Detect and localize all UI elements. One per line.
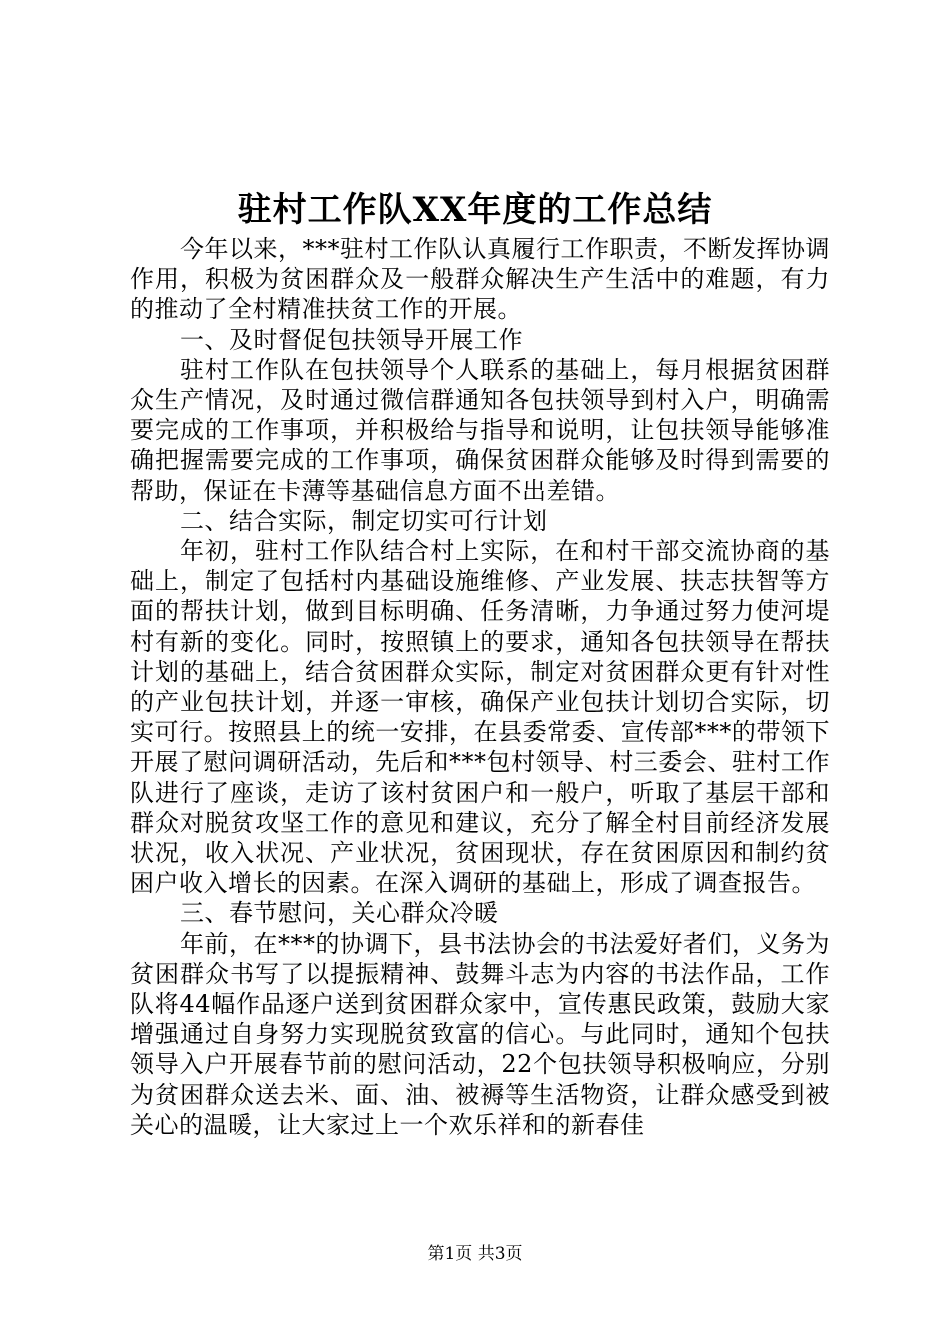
- intro-paragraph: 今年以来，***驻村工作队认真履行工作职责，不断发挥协调作用，积极为贫困群众及一般群众解决生产生活中的难题，有力的推动了全村精准扶贫工作的开展。: [130, 235, 830, 324]
- section-paragraph-1: 驻村工作队在包扶领导个人联系的基础上，每月根据贫困群众生产情况，及时通过微信群通知各包扶领导到村入户，明确需要完成的工作事项，并积极给与指导和说明，让包扶领导能够准确把握需要完成的工作事项，确保贫困群众能够及时得到需要的帮助，保证在卡薄等基础信息方面不出差错。: [130, 355, 830, 505]
- document-body: [130, 234, 830, 1140]
- section-heading-1: 一、及时督促包扶领导开展工作: [180, 325, 523, 354]
- document-title: 驻村工作队XX年度的工作总结: [237, 190, 713, 230]
- page-footer: 第1页 共3页: [427, 1244, 523, 1264]
- section-paragraph-2: 年初，驻村工作队结合村上实际，在和村干部交流协商的基础上，制定了包括村内基础设施维修、产业发展、扶志扶智等方面的帮扶计划，做到目标明确、任务清晰，力争通过努力使河堤村有新的变化。同时，按照镇上的要求，通知各包扶领导在帮扶计划的基础上，结合贫困群众实际，制定对贫困群众更有针对性的产业包扶计划，并逐一审核，确保产业包扶计划切合实际，切实可行。按照县上的统一安排，在县委常委、宣传部***的带领下开展了慰问调研活动，先后和***包村领导、村三委会、驻村工作队进行了座谈，走访了该村贫困户和一般户，听取了基层干部和群众对脱贫攻坚工作的意见和建议，充分了解全村目前经济发展状况，收入状况、产业状况，贫困现状，存在贫困原因和制约贫困户收入增长的因素。在深入调研的基础上，形成了调查报告。: [130, 537, 830, 898]
- section-heading-2: 二、结合实际，制定切实可行计划: [180, 506, 548, 535]
- section-heading-3: 三、春节慰问，关心群众冷暖: [180, 899, 499, 928]
- section-paragraph-3: 年前，在***的协调下，县书法协会的书法爱好者们，义务为贫困群众书写了以提振精神、鼓舞斗志为内容的书法作品，工作队将44幅作品逐户送到贫困群众家中，宣传惠民政策，鼓励大家增强通过自身努力实现脱贫致富的信心。与此同时，通知个包扶领导入户开展春节前的慰问活动，22个包扶领导积极响应，分别为贫困群众送去米、面、油、被褥等生活物资，让群众感受到被关心的温暖，让大家过上一个欢乐祥和的新春佳: [130, 929, 830, 1139]
